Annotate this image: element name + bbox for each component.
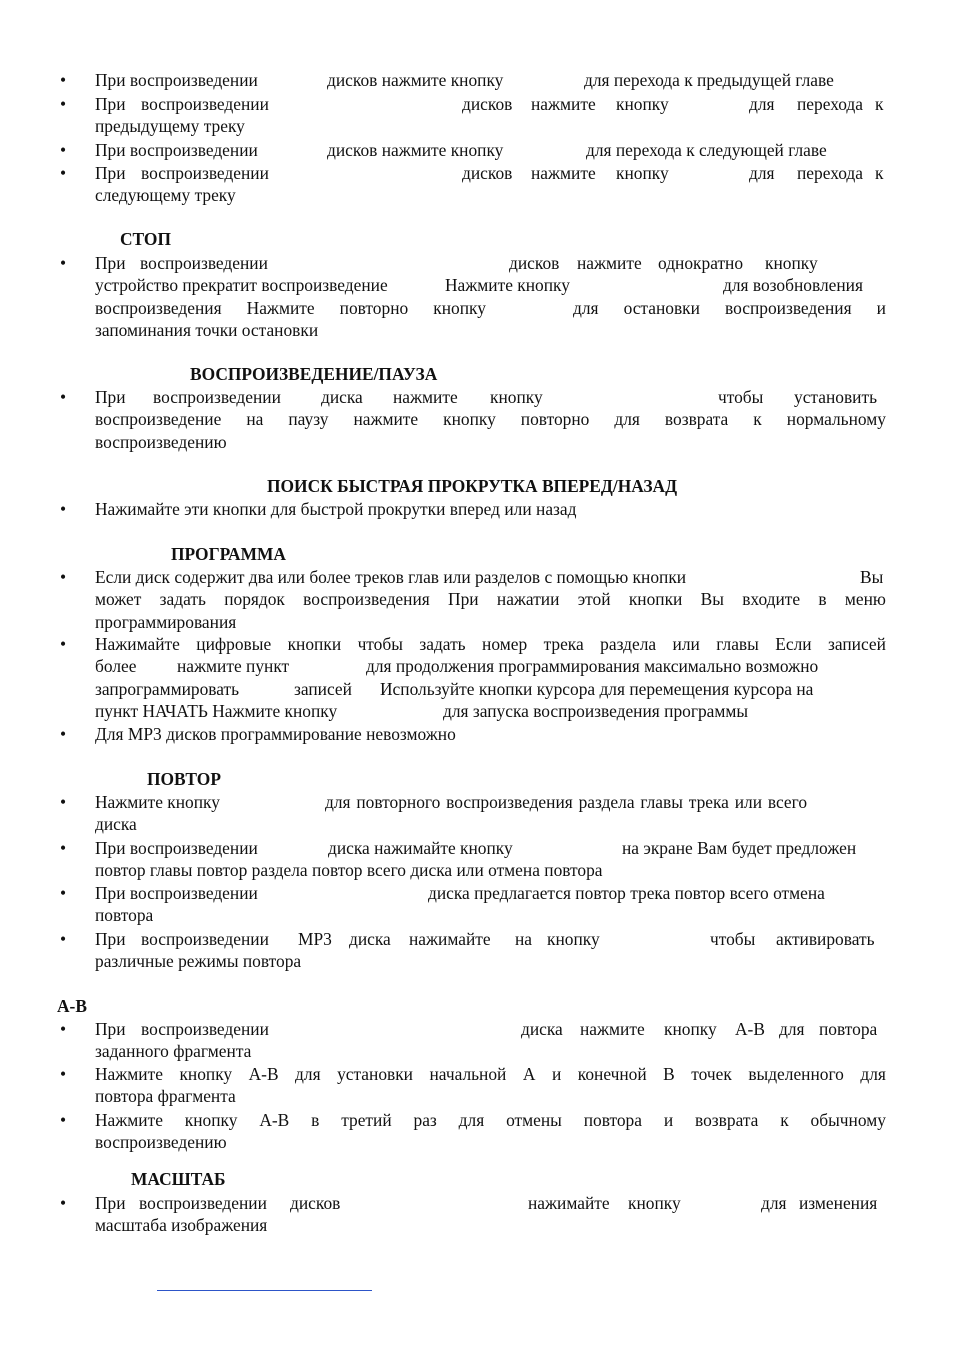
text-run: главы xyxy=(716,634,759,654)
text-run: однократно xyxy=(658,253,744,273)
text-run: При xyxy=(95,1019,126,1039)
text-run: для xyxy=(779,1019,805,1039)
text-run: задать xyxy=(419,634,466,654)
text-run: нормальному xyxy=(786,409,886,430)
text-run: нажимайте xyxy=(409,929,491,949)
text-run: на xyxy=(515,929,533,949)
text-run: кнопку xyxy=(547,929,600,949)
text-run: кнопку xyxy=(616,94,669,114)
bullet: • xyxy=(59,163,67,183)
text-run: дисков нажмите кнопку xyxy=(327,140,504,160)
text-run: дисков xyxy=(290,1193,341,1213)
list-item xyxy=(95,139,886,161)
text-line: запоминания точки остановки xyxy=(95,319,319,340)
text-run: меню xyxy=(844,589,886,610)
text-line xyxy=(95,1018,886,1040)
text-run: При xyxy=(95,253,126,273)
text-run: и xyxy=(876,297,886,318)
text-run: выделенного xyxy=(748,1064,844,1084)
text-line xyxy=(95,139,886,161)
text-run: дисков xyxy=(509,253,560,273)
text-run: При xyxy=(95,94,126,114)
bullet: • xyxy=(59,929,67,949)
text-run: Вы xyxy=(860,567,884,587)
text-run: повторно xyxy=(339,297,409,318)
bullet: • xyxy=(59,838,67,858)
text-run: кнопку xyxy=(179,1064,233,1084)
text-line xyxy=(95,297,886,319)
text-run: порядок xyxy=(224,589,285,610)
text-run: дисков xyxy=(462,163,513,183)
text-run: начальной xyxy=(429,1064,507,1084)
text-line: повтора фрагмента xyxy=(95,1086,236,1107)
text-run: для xyxy=(458,1110,485,1130)
text-run: повтора xyxy=(819,1019,878,1039)
text-run: воспроизведения xyxy=(303,589,430,610)
text-run: номер xyxy=(482,634,528,654)
text-run: может xyxy=(95,589,142,610)
text-run: более xyxy=(95,656,137,677)
text-run: воспроизведении xyxy=(139,1193,267,1213)
list-item xyxy=(95,93,886,138)
text-run: диска нажимайте кнопку xyxy=(328,838,513,858)
text-run: диска xyxy=(321,387,363,407)
text-run: конечной xyxy=(577,1064,647,1084)
text-line xyxy=(95,1063,886,1085)
text-run: нажимайте xyxy=(528,1193,610,1213)
bullet: • xyxy=(59,792,67,812)
list-item xyxy=(95,882,886,927)
text-run: установить xyxy=(794,387,877,407)
text-run: трека xyxy=(543,634,584,654)
text-run: воспроизведение xyxy=(95,409,222,430)
text-run: на экране Вам будет предложен xyxy=(622,838,857,858)
text-line xyxy=(95,882,886,904)
list-item xyxy=(95,1063,886,1108)
bullet: • xyxy=(59,1064,67,1084)
text-run: Нажмите xyxy=(246,297,315,318)
text-run: чтобы xyxy=(718,387,764,407)
text-run: изменения xyxy=(799,1193,878,1213)
text-run: При xyxy=(95,1193,126,1213)
bullet: • xyxy=(59,1019,67,1039)
text-run: нажатии xyxy=(496,589,560,610)
text-run: нажмите xyxy=(580,1019,645,1039)
text-run: задать xyxy=(159,589,206,610)
footnote-separator xyxy=(157,1290,372,1291)
text-run: Если xyxy=(775,634,812,654)
text-line xyxy=(95,837,886,859)
text-run: кнопки xyxy=(287,634,342,654)
text-run: чтобы xyxy=(357,634,403,654)
text-run: При воспроизведении xyxy=(95,838,258,858)
text-run: для перехода к следующей главе xyxy=(586,140,827,160)
section-heading-program: ПРОГРАММА xyxy=(171,544,286,564)
text-line xyxy=(95,252,886,274)
text-run: кнопку xyxy=(184,1110,238,1130)
text-run: раз xyxy=(413,1110,437,1130)
text-run: нажмите xyxy=(531,163,596,183)
text-run: возврата xyxy=(664,409,729,430)
text-run: кнопку xyxy=(433,297,486,318)
text-run: к xyxy=(753,409,762,430)
text-run: воспроизведении xyxy=(140,253,268,273)
text-run: для xyxy=(614,409,640,430)
bullet: • xyxy=(59,1110,67,1130)
text-line xyxy=(95,1109,886,1131)
text-run: и xyxy=(551,1064,562,1084)
list-item xyxy=(95,791,886,836)
text-run: устройство прекратит воспроизведение xyxy=(95,275,388,296)
list-item xyxy=(95,69,886,91)
list-item xyxy=(95,252,886,341)
text-run: возврата xyxy=(695,1110,759,1130)
text-line: программирования xyxy=(95,611,237,632)
text-run: При xyxy=(95,163,126,183)
list-item xyxy=(95,498,886,520)
text-run: в xyxy=(818,589,827,610)
section-heading-ab: A-B xyxy=(57,996,87,1016)
text-run: паузу xyxy=(288,409,329,430)
text-line xyxy=(95,93,886,115)
text-run: кнопку xyxy=(443,409,496,430)
text-line xyxy=(95,274,886,296)
text-run: При воспроизведении xyxy=(95,140,258,160)
text-line: заданного фрагмента xyxy=(95,1041,252,1062)
text-run: к xyxy=(875,163,884,183)
text-run: точек xyxy=(691,1064,732,1084)
text-line: Нажимайте эти кнопки для быстрой прокрутки вперед или назад xyxy=(95,499,577,519)
text-run: к xyxy=(780,1110,789,1130)
text-line xyxy=(95,69,886,91)
bullet: • xyxy=(59,94,67,114)
list-item xyxy=(95,1192,886,1237)
text-line xyxy=(95,678,886,700)
section-heading-play-pause: ВОСПРОИЗВЕДЕНИЕ/ПАУЗА xyxy=(190,364,438,384)
text-run: При xyxy=(448,589,479,610)
text-run: перехода xyxy=(797,163,864,183)
section-heading-stop: СТОП xyxy=(120,229,171,249)
text-line xyxy=(95,791,886,813)
text-run: повтора xyxy=(583,1110,642,1130)
text-line xyxy=(95,162,886,184)
text-run: A xyxy=(522,1064,536,1084)
text-run: воспроизведения xyxy=(725,297,852,318)
text-run: для xyxy=(749,94,775,114)
text-run: для продолжения программирования максимально возможно xyxy=(366,656,819,677)
bullet: • xyxy=(59,253,67,273)
text-run: кнопку xyxy=(664,1019,717,1039)
text-run: При воспроизведении xyxy=(95,70,258,90)
text-line xyxy=(95,566,886,588)
text-run: диска xyxy=(521,1019,563,1039)
text-run: установки xyxy=(337,1064,413,1084)
text-run: диска предлагается повтор трека повтор всего отмена xyxy=(428,883,825,903)
bullet: • xyxy=(59,1193,67,1213)
text-run: для возобновления xyxy=(723,275,863,296)
text-line: диска xyxy=(95,814,137,835)
text-run: A-B xyxy=(735,1019,765,1039)
text-run: обычному xyxy=(810,1110,886,1130)
text-run: дисков xyxy=(462,94,513,114)
text-run: диска xyxy=(349,929,391,949)
text-run: повторно xyxy=(520,409,590,430)
text-line xyxy=(95,1192,886,1214)
text-line xyxy=(95,633,886,655)
text-run: третий xyxy=(341,1110,392,1130)
text-run: Нажмите кнопку xyxy=(445,275,570,296)
list-item xyxy=(95,928,886,973)
text-line: предыдущему треку xyxy=(95,116,245,137)
bullet: • xyxy=(59,567,67,587)
text-run: При воспроизведении xyxy=(95,883,258,903)
text-run: в xyxy=(311,1110,320,1130)
text-run: нажмите xyxy=(577,253,642,273)
text-run: для повторного воспроизведения раздела главы трека или всего xyxy=(325,792,808,812)
text-line: повтора xyxy=(95,905,154,926)
text-run: пункт НАЧАТЬ Нажмите кнопку xyxy=(95,700,338,721)
text-line: следующему треку xyxy=(95,185,236,206)
text-run: для xyxy=(761,1193,787,1213)
text-line: воспроизведению xyxy=(95,1132,227,1153)
text-run: кнопку xyxy=(628,1193,681,1213)
text-run: для xyxy=(572,297,599,318)
list-item xyxy=(95,566,886,633)
text-line: Для MP3 дисков программирование невозможно xyxy=(95,724,456,744)
text-run: Нажмите xyxy=(95,1110,163,1130)
text-run: для запуска воспроизведения программы xyxy=(443,700,749,721)
text-run: активировать xyxy=(776,929,875,949)
text-run: B xyxy=(663,1064,675,1084)
text-run: нажмите xyxy=(393,387,458,407)
text-run: нажмите xyxy=(353,409,419,430)
text-run: воспроизведении xyxy=(141,94,269,114)
text-run: записей xyxy=(294,678,352,699)
list-item xyxy=(95,162,886,207)
text-line xyxy=(95,386,886,408)
text-run: цифровые xyxy=(196,634,272,654)
text-line xyxy=(95,700,886,722)
text-run: входите xyxy=(742,589,801,610)
text-line xyxy=(95,655,886,677)
text-line: воспроизведению xyxy=(95,431,227,452)
bullet: • xyxy=(59,634,67,654)
text-run: нажмите пункт xyxy=(177,656,290,677)
text-run: воспроизведения xyxy=(95,297,222,318)
text-run: перехода xyxy=(797,94,864,114)
text-run: Если диск содержит два или более треков глав или разделов с помощью кнопки xyxy=(95,567,687,587)
bullet: • xyxy=(59,387,67,407)
text-run: для xyxy=(749,163,775,183)
text-run: раздела xyxy=(600,634,657,654)
text-line: масштаба изображения xyxy=(95,1215,268,1236)
list-item xyxy=(95,633,886,722)
text-line xyxy=(95,408,886,430)
text-run: этой xyxy=(577,589,611,610)
text-run: Нажимайте xyxy=(95,634,180,654)
text-run: нажмите xyxy=(531,94,596,114)
text-run: A-B xyxy=(248,1064,279,1084)
bullet: • xyxy=(59,70,67,90)
text-run: для xyxy=(295,1064,321,1084)
text-run: остановки xyxy=(623,297,700,318)
section-heading-zoom: МАСШТАБ xyxy=(131,1169,226,1189)
text-run: воспроизведении xyxy=(141,1019,269,1039)
list-item xyxy=(95,837,886,882)
text-run: запрограммировать xyxy=(95,678,240,699)
text-run: MP3 xyxy=(298,929,332,949)
text-run: При xyxy=(95,387,126,407)
text-run: для перехода к предыдущей главе xyxy=(584,70,834,90)
text-run: на xyxy=(246,409,264,430)
text-line xyxy=(95,588,886,610)
text-line xyxy=(95,928,886,950)
text-run: Используйте кнопки курсора для перемещения курсора на xyxy=(380,678,814,699)
list-item xyxy=(95,1018,886,1063)
bullet: • xyxy=(59,499,67,519)
section-heading-repeat: ПОВТОР xyxy=(147,769,221,789)
bullet: • xyxy=(59,140,67,160)
text-run: дисков нажмите кнопку xyxy=(327,70,504,90)
text-run: записей xyxy=(828,634,886,654)
list-item xyxy=(95,386,886,453)
text-run: кнопку xyxy=(616,163,669,183)
bullet: • xyxy=(59,724,67,744)
text-run: A-B xyxy=(259,1110,290,1130)
text-run: воспроизведении xyxy=(141,163,269,183)
text-run: Нажмите xyxy=(95,1064,163,1084)
text-run: чтобы xyxy=(710,929,756,949)
text-run: и xyxy=(663,1110,674,1130)
list-item xyxy=(95,723,886,745)
text-run: к xyxy=(875,94,884,114)
bullet: • xyxy=(59,883,67,903)
text-run: Вы xyxy=(700,589,724,610)
text-run: При xyxy=(95,929,126,949)
text-run: Нажмите кнопку xyxy=(95,792,220,812)
text-run: кнопки xyxy=(628,589,683,610)
text-run: или xyxy=(672,634,700,654)
text-line: повтор главы повтор раздела повтор всего диска или отмена повтора xyxy=(95,860,603,881)
text-run: кнопку xyxy=(490,387,543,407)
section-heading-search: ПОИСК БЫСТРАЯ ПРОКРУТКА ВПЕРЕД/НАЗАД xyxy=(267,476,678,496)
text-run: отмены xyxy=(506,1110,562,1130)
text-run: воспроизведении xyxy=(153,387,281,407)
text-run: воспроизведении xyxy=(141,929,269,949)
text-run: кнопку xyxy=(765,253,818,273)
text-line: различные режимы повтора xyxy=(95,951,302,972)
text-run: для xyxy=(860,1064,886,1084)
list-item xyxy=(95,1109,886,1154)
